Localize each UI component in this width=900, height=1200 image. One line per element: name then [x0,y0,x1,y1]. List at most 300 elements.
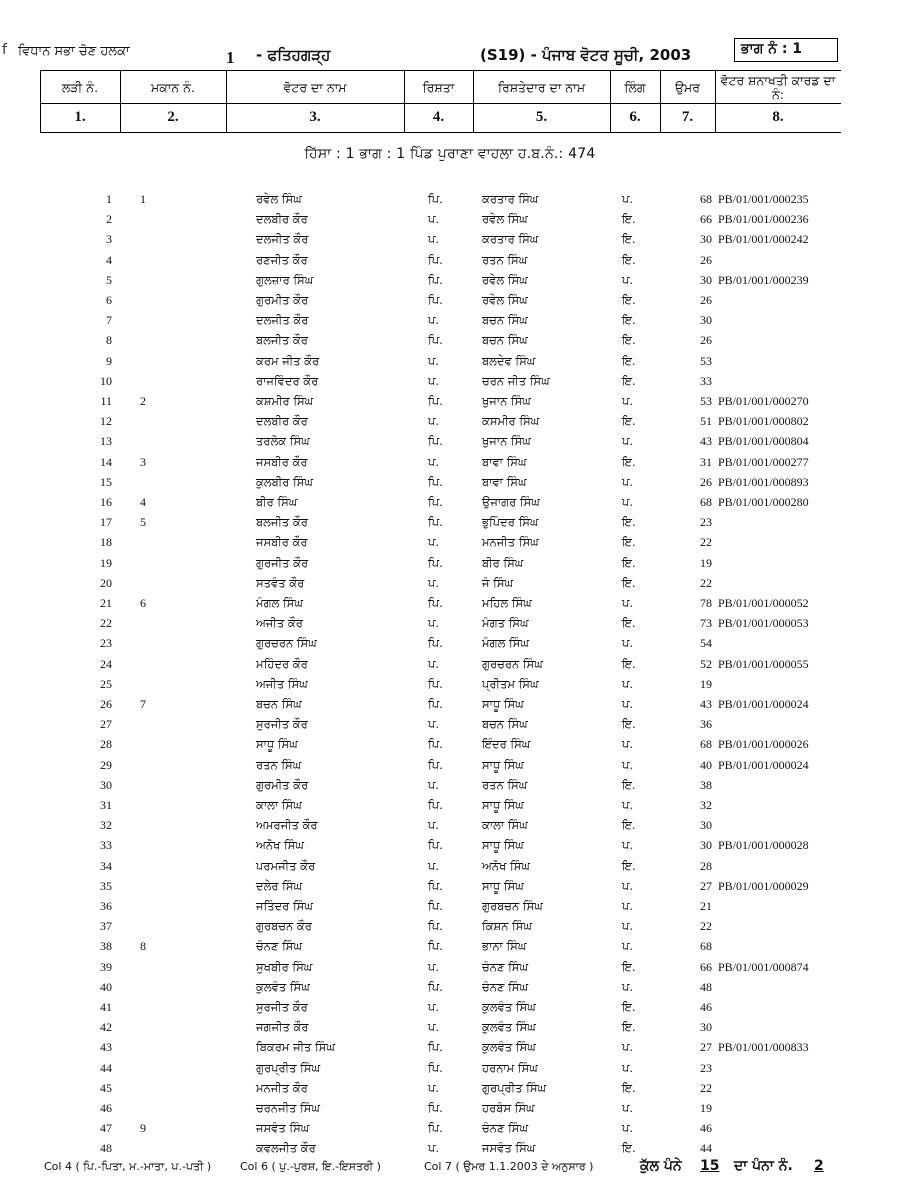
sex: ਪ. [622,1121,634,1136]
column-header-relative-name: ਰਿਸ਼ਤੇਦਾਰ ਦਾ ਨਾਮ [497,80,586,95]
voter-name: ਕੁਲਬੀਰ ਸਿੰਘ [256,474,313,489]
footer-col4-note: Col 4 ( ਪਿ.-ਪਿਤਾ, ਮ.-ਮਾਤਾ, ਪ.-ਪਤੀ ) [44,1160,212,1173]
age: 19 [700,676,712,691]
relation: ਪਿ. [428,1060,443,1075]
relation: ਪ. [428,1080,440,1095]
voter-row [0,1079,900,1099]
relative-name: ਚੰਨਣ ਸਿੰਘ [482,979,528,994]
relative-name: ਸਾਧੂ ਸਿੰਘ [482,697,524,711]
age: 28 [700,858,712,873]
voter-name: ਬਲਜੀਤ ਕੌਰ [256,515,308,530]
sex: ਪ. [622,596,634,610]
voter-row [0,594,900,614]
age: 68 [700,495,712,509]
voter-card-number: PB/01/001/000893 [718,474,809,489]
voter-row [0,998,900,1018]
page-number-value: 2 [814,1158,824,1174]
sex: ਪ. [622,474,634,489]
voter-name: ਗੁਰਮੀਤ ਕੌਰ [256,777,309,792]
voter-name: ਗੁਰਚਰਨ ਸਿੰਘ [256,636,317,651]
voter-name: ਚੰਨਣ ਸਿੰਘ [256,939,302,954]
house-number: 8 [140,939,146,954]
voter-row [0,1018,900,1038]
relative-name: ਸਾਧੂ ਸਿੰਘ [482,878,524,893]
relative-name: ਕੁਲਵੰਤ ਸਿੰਘ [482,1040,536,1055]
relative-name: ਭਾਨਾ ਸਿੰਘ [482,939,527,954]
relative-name: ਹਰਬੰਸ ਸਿੰਘ [482,1101,535,1115]
serial-number: 14 [100,454,112,469]
sex: ਇ. [622,575,636,590]
serial-number: 13 [100,434,112,449]
serial-number: 32 [100,818,112,833]
voter-row [0,614,900,634]
age: 48 [700,979,712,994]
relation: ਪਿ. [428,272,443,287]
voter-row [0,392,900,412]
age: 31 [700,454,712,469]
part-number-box: ਭਾਗ ਨੰ : 1 [734,38,838,62]
relation: ਪਿ. [428,293,443,307]
relation: ਪ. [428,575,440,590]
serial-number: 30 [100,777,112,792]
age: 36 [700,717,712,732]
serial-number: 37 [100,919,112,934]
serial-number: 9 [106,353,112,368]
relation: ਪ. [428,535,440,550]
voter-card-number: PB/01/001/000280 [718,495,809,509]
voter-row [0,210,900,230]
voter-row [0,695,900,715]
column-header-voter-name: ਵੋਟਰ ਦਾ ਨਾਮ [283,80,347,95]
voter-name: ਰਵੇਲ ਸਿੰਘ [256,192,302,206]
relative-name: ਬਚਨ ਸਿੰਘ [482,313,528,328]
relative-name: ਬਚਨ ਸਿੰਘ [482,717,528,732]
relation: ਪਿ. [428,596,443,610]
voter-name: ਗੁਰਮੀਤ ਕੌਰ [256,293,309,307]
relation: ਪਿ. [428,333,443,348]
age: 78 [700,596,712,610]
voter-name: ਬਚਨ ਸਿੰਘ [256,697,302,711]
age: 30 [700,838,712,853]
constituency-number: 1 [226,48,235,67]
relative-name: ਖੁਜਾਨ ਸਿੰਘ [482,394,531,408]
sex: ਇ. [622,414,636,429]
sex: ਪ. [622,798,634,812]
sex: ਪ. [622,495,634,509]
voter-row [0,675,900,695]
voter-row [0,493,900,513]
sex: ਪ. [622,697,634,711]
house-number: 1 [140,192,146,206]
voter-row [0,473,900,493]
voter-name: ਦਲੇਰ ਸਿੰਘ [256,878,303,893]
age: 27 [700,1040,712,1055]
relative-name: ਗੁਰਪ੍ਰੀਤ ਸਿੰਘ [482,1080,547,1095]
voter-row [0,291,900,311]
voter-name: ਅਨੋਖ ਸਿੰਘ [256,838,304,853]
age: 19 [700,1101,712,1115]
relative-name: ਚੰਨਣ ਸਿੰਘ [482,1121,528,1136]
sex: ਪ. [622,1101,634,1115]
serial-number: 8 [106,333,112,348]
house-number: 3 [140,454,146,469]
voter-card-number: PB/01/001/000804 [718,434,809,449]
serial-number: 21 [100,596,112,610]
relation: ਪਿ. [428,676,443,691]
sex: ਇ. [622,373,636,388]
serial-number: 18 [100,535,112,550]
relation: ਪਿ. [428,252,443,267]
serial-number: 22 [100,616,112,631]
footer-col6-note: Col 6 ( ਪੁ.-ਪੁਰਸ਼, ਇ.-ਇਸਤਰੀ ) [240,1160,381,1173]
relative-name: ਚਰਨ ਜੀਤ ਸਿੰਘ [482,373,550,388]
house-number: 2 [140,394,146,408]
relation: ਪਿ. [428,838,443,853]
voter-row [0,796,900,816]
voter-name: ਜਸਬੀਰ ਕੌਰ [256,454,308,469]
relation: ਪ. [428,717,440,732]
sex: ਇ. [622,252,636,267]
sex: ਪ. [622,394,634,408]
relation: ਪਿ. [428,555,443,570]
voter-name: ਰਤਨ ਸਿੰਘ [256,757,302,772]
age: 68 [700,192,712,206]
relation: ਪ. [428,1000,440,1014]
relative-name: ਕਰਤਾਰ ਸਿੰਘ [482,232,539,247]
relative-name: ਭੁਪਿੰਦਰ ਸਿੰਘ [482,515,539,530]
relative-name: ਜੰ ਸਿੰਘ [482,575,514,590]
relative-name: ਚੰਨਣ ਸਿੰਘ [482,959,528,974]
age: 23 [700,1060,712,1075]
column-number: 5. [535,109,548,125]
serial-number: 33 [100,838,112,853]
relation: ਪਿ. [428,434,443,449]
relation: ਪ. [428,1020,440,1035]
relation: ਪਿ. [428,757,443,772]
voter-name: ਅਮਰਜੀਤ ਕੌਰ [256,818,318,833]
serial-number: 16 [100,495,112,509]
voter-name: ਚਰਨਜੀਤ ਸਿੰਘ [256,1101,320,1115]
voter-row [0,776,900,796]
relation: ਪਿ. [428,1040,443,1055]
relation: ਪਿ. [428,697,443,711]
age: 22 [700,1080,712,1095]
age: 30 [700,272,712,287]
age: 54 [700,636,712,651]
relation: ਪ. [428,1141,440,1156]
voter-card-number: PB/01/001/000024 [718,757,809,772]
relative-name: ਸਾਧੂ ਸਿੰਘ [482,798,524,812]
sex: ਇ. [622,535,636,550]
voter-name: ਸਾਧੂ ਸਿੰਘ [256,737,298,752]
age: 26 [700,252,712,267]
voter-row [0,372,900,392]
sex: ਇ. [622,454,636,469]
voter-row [0,1038,900,1058]
sex: ਇ. [622,777,636,792]
voter-row [0,1099,900,1119]
age: 51 [700,414,712,429]
relation: ਪ. [428,373,440,388]
voter-name: ਜਸਬੀਰ ਕੌਰ [256,535,308,550]
relative-name: ਕਾਲਾ ਸਿੰਘ [482,818,528,833]
relation: ਪਿ. [428,919,443,934]
column-number: 6. [629,109,641,125]
sex: ਪ. [622,1060,634,1075]
voter-row [0,756,900,776]
relative-name: ਕਰਤਾਰ ਸਿੰਘ [482,192,539,206]
voter-row [0,735,900,755]
serial-number: 35 [100,878,112,893]
relative-name: ਰਵੇਲ ਸਿੰਘ [482,212,528,227]
voter-card-number: PB/01/001/000028 [718,838,809,853]
relation: ਪਿ. [428,474,443,489]
relative-name: ਮੰਗਲ ਸਿੰਘ [482,636,529,651]
voter-name: ਗੁਰਪ੍ਰੀਤ ਸਿੰਘ [256,1060,321,1075]
voter-row [0,1119,900,1139]
voter-row [0,190,900,210]
age: 68 [700,737,712,752]
serial-number: 10 [100,373,112,388]
relation: ਪਿ. [428,636,443,651]
voter-name: ਬਿਕਰਮ ਜੀਤ ਸਿੰਘ [256,1040,335,1055]
voter-name: ਅਜੀਤ ਕੌਰ [256,616,303,631]
serial-number: 42 [100,1020,112,1035]
section-heading: ਹਿੱਸਾ : 1 ਭਾਗ : 1 ਪਿੰਡ ਪੁਰਾਣਾ ਵਾਹਲਾ ਹ.ਬ.ਨੰ.: 474 [304,146,596,162]
voter-card-number: PB/01/001/000236 [718,212,809,227]
relation: ਪ. [428,353,440,368]
relation: ਪਿ. [428,939,443,954]
serial-number: 7 [106,313,112,328]
relative-name: ਸਾਧੂ ਸਿੰਘ [482,757,524,772]
relation: ਪਿ. [428,192,443,206]
voter-card-number: PB/01/001/000053 [718,616,809,631]
voter-name: ਗੁਰਬਚਨ ਕੌਰ [256,919,312,934]
relative-name: ਕਿਸ਼ਨ ਸਿੰਘ [482,919,532,934]
voter-row [0,634,900,654]
serial-number: 4 [106,252,112,267]
voter-name: ਬੀਰ ਸਿੰਘ [256,495,298,509]
relation: ਪ. [428,959,440,974]
voter-row [0,331,900,351]
age: 21 [700,899,712,913]
sex: ਇ. [622,333,636,348]
age: 30 [700,818,712,833]
age: 32 [700,798,712,812]
sex: ਇ. [622,232,636,247]
voter-row [0,230,900,250]
house-number: 5 [140,515,146,530]
serial-number: 2 [106,212,112,227]
table-bottom-rule [40,132,841,133]
sex: ਇ. [622,293,636,307]
table-top-rule [40,70,841,71]
sex: ਇ. [622,313,636,328]
relation: ਪਿ. [428,394,443,408]
voter-card-number: PB/01/001/000235 [718,192,809,206]
voter-row [0,412,900,432]
relative-name: ਜਸਵੰਤ ਸਿੰਘ [482,1141,536,1156]
sex: ਇ. [622,616,636,631]
relation: ਪਿ. [428,798,443,812]
sex: ਇ. [622,1141,636,1156]
voter-name: ਦਲਜੀਤ ਕੌਰ [256,313,309,328]
voter-row [0,857,900,877]
column-header-house: ਮਕਾਨ ਨੰ. [151,80,195,95]
column-number: 7. [681,109,694,125]
voter-name: ਜਗਜੀਤ ਕੌਰ [256,1020,309,1035]
relative-name: ਹਰਨਾਮ ਸਿੰਘ [482,1060,538,1075]
relative-name: ਕੁਲਵੰਤ ਸਿੰਘ [482,1020,536,1035]
constituency-name: - ਫਤਿਹਗੜ੍ਹ [256,46,331,64]
relation: ਪਿ. [428,1121,443,1136]
voter-row [0,1139,900,1159]
relative-name: ਗੁਰਬਚਨ ਸਿੰਘ [482,899,543,913]
voter-row [0,1059,900,1079]
serial-number: 28 [100,737,112,752]
age: 43 [700,697,712,711]
voter-card-number: PB/01/001/000024 [718,697,809,711]
age: 53 [700,353,712,368]
sex: ਪ. [622,676,634,691]
age: 23 [700,515,712,530]
serial-number: 41 [100,1000,112,1014]
sex: ਪ. [622,939,634,954]
voter-name: ਗੁਲਜ਼ਾਰ ਸਿੰਘ [256,272,314,287]
assembly-label: ਵਿਧਾਨ ਸਭਾ ਚੋਣ ਹਲਕਾ [18,44,130,59]
sex: ਪ. [622,272,634,287]
age: 38 [700,777,712,792]
column-header-age: ਉਮਰ [674,80,700,95]
age: 53 [700,394,712,408]
sex: ਇ. [622,515,636,530]
sex: ਇ. [622,1020,636,1035]
voter-row [0,432,900,452]
sex: ਇ. [622,212,636,227]
serial-number: 24 [100,656,112,671]
voter-name: ਸਤਵੰਤ ਕੌਰ [256,575,305,590]
column-number: 2. [167,109,179,125]
relation: ਪ. [428,212,440,227]
relation: ਪ. [428,616,440,631]
relation: ਪ. [428,777,440,792]
serial-number: 12 [100,414,112,429]
voter-name: ਕੁਲਵੰਤ ਸਿੰਘ [256,979,310,994]
sex: ਇ. [622,717,636,732]
voter-name: ਜਸਵੰਤ ਸਿੰਘ [256,1121,310,1136]
serial-number: 3 [106,232,112,247]
age: 22 [700,535,712,550]
voter-row [0,311,900,331]
sex: ਪ. [622,838,634,853]
voter-row [0,554,900,574]
voter-name: ਰਣਜੀਤ ਕੌਰ [256,252,308,267]
age: 66 [700,959,712,974]
voter-card-number: PB/01/001/000029 [718,878,809,893]
relation: ਪ. [428,313,440,328]
age: 26 [700,474,712,489]
age: 73 [700,616,712,631]
voter-row [0,958,900,978]
age: 30 [700,313,712,328]
sex: ਪ. [622,899,634,913]
age: 46 [700,1121,712,1136]
voter-card-number: PB/01/001/000026 [718,737,809,752]
serial-number: 44 [100,1060,112,1075]
serial-number: 1 [106,192,112,206]
age: 66 [700,212,712,227]
relative-name: ਮਹਿਲ ਸਿੰਘ [482,596,532,610]
relation: ਪਿ. [428,899,443,913]
relative-name: ਇੰਦਰ ਸਿੰਘ [482,737,531,752]
relative-name: ਰਤਨ ਸਿੰਘ [482,777,528,792]
sex: ਪ. [622,757,634,772]
voter-row [0,352,900,372]
house-number: 9 [140,1121,146,1136]
column-header-card-no: ਵੋਟਰ ਸ਼ਨਾਖਤੀ ਕਾਰਡ ਦਾ ਨੰ: [720,73,836,102]
voter-row [0,877,900,897]
age: 40 [700,757,712,772]
serial-number: 11 [100,394,112,408]
sex: ਪ. [622,192,634,206]
voter-row [0,937,900,957]
age: 22 [700,575,712,590]
voter-name: ਦਲਬੀਰ ਕੌਰ [256,212,308,227]
voter-card-number: PB/01/001/000802 [718,414,809,429]
voter-row [0,453,900,473]
voter-name: ਮਹਿੰਦਰ ਕੌਰ [256,656,308,671]
voter-row [0,897,900,917]
sex: ਇ. [622,1000,636,1014]
voter-name: ਕਰਮ ਜੀਤ ਕੌਰ [256,353,320,368]
relation: ਪ. [428,656,440,671]
age: 27 [700,878,712,893]
footer [18,1158,888,1180]
relative-name: ਉਜਾਗਰ ਸਿੰਘ [482,495,540,509]
relation: ਪਿ. [428,737,443,752]
voter-row [0,574,900,594]
serial-number: 31 [100,798,112,812]
serial-number: 20 [100,575,112,590]
voter-name: ਰਾਜਵਿੰਦਰ ਕੌਰ [256,373,319,388]
voter-card-number: PB/01/001/000239 [718,272,809,287]
serial-number: 40 [100,979,112,994]
sex: ਇ. [622,818,636,833]
serial-number: 26 [100,697,112,711]
sex: ਇ. [622,353,636,368]
relative-name: ਬਾਵਾ ਸਿੰਘ [482,474,527,489]
column-header-serial: ਲੜੀ ਨੰ. [61,80,99,95]
relative-name: ਕਸਮੀਰ ਸਿੰਘ [482,414,540,429]
relation: ਪਿ. [428,979,443,994]
relation: ਪ. [428,414,440,429]
voter-row [0,836,900,856]
relative-name: ਪ੍ਰੀਤਮ ਸਿੰਘ [482,676,539,691]
voter-name: ਸੁਰਜੀਤ ਕੌਰ [256,1000,308,1014]
relative-name: ਰਵੇਲ ਸਿੰਘ [482,272,528,287]
voter-row [0,513,900,533]
voter-row [0,271,900,291]
serial-number: 5 [106,272,112,287]
house-number: 7 [140,697,146,711]
serial-number: 46 [100,1101,112,1115]
relative-name: ਬੀਰ ਸਿੰਘ [482,555,524,570]
voter-row [0,715,900,735]
voter-name: ਕਸ਼ਮੀਰ ਸਿੰਘ [256,394,314,408]
voter-row [0,978,900,998]
sex: ਪ. [622,737,634,752]
relative-name: ਖੁਜਾਨ ਸਿੰਘ [482,434,531,449]
